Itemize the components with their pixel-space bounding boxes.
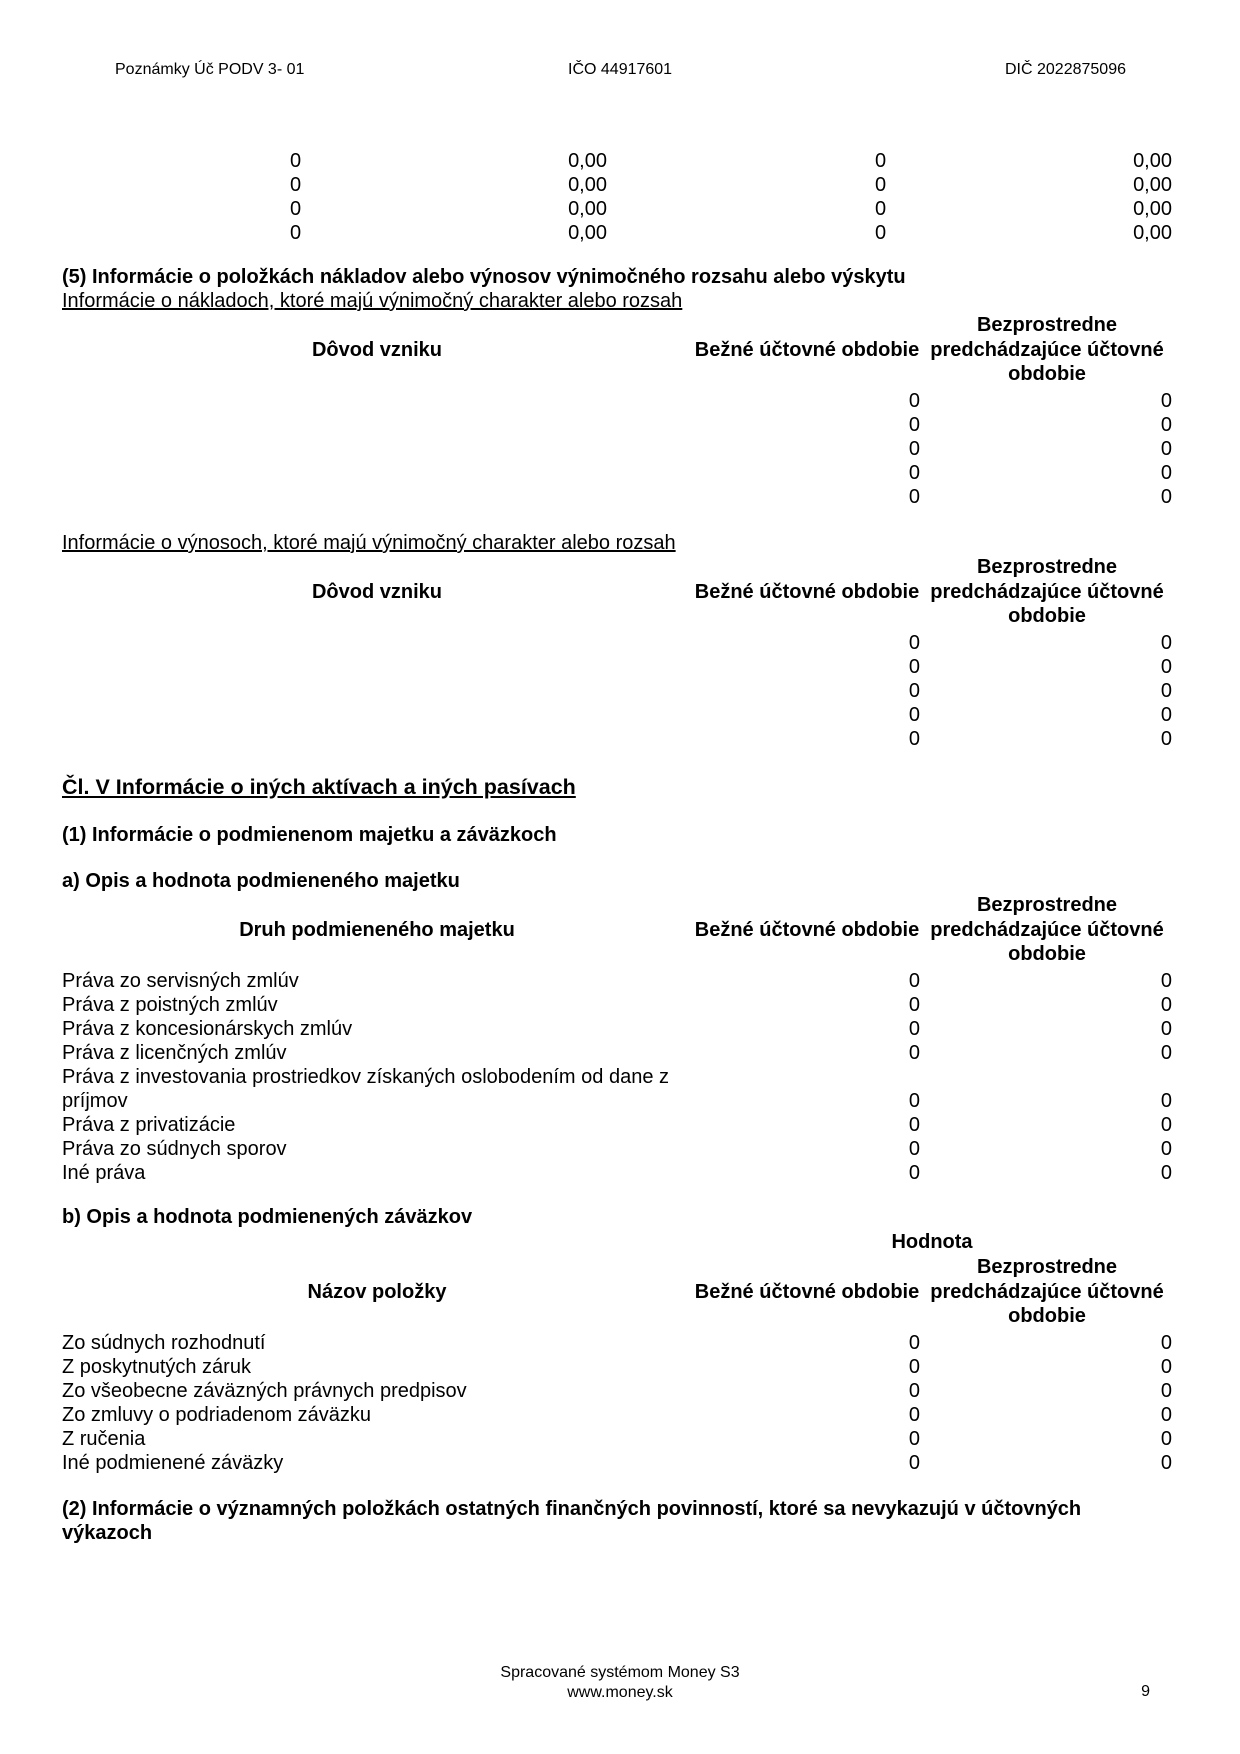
- liabilities-col-name: Názov položky: [307, 1281, 447, 1303]
- assets-col-type: Druh podmieneného majetku: [239, 919, 515, 941]
- row-label: Iné podmienené záväzky: [62, 1452, 284, 1474]
- table-cell: 0,00: [568, 222, 607, 244]
- table-cell: 0: [1160, 704, 1172, 726]
- table-cell: 0: [1160, 1138, 1172, 1160]
- table-cell: 0: [908, 1404, 920, 1426]
- table-cell: 0: [1160, 1380, 1172, 1402]
- table-cell: 0: [908, 1042, 920, 1064]
- table-cell: 0: [908, 970, 920, 992]
- table-cell: 0: [908, 438, 920, 460]
- table-cell: 0: [1160, 1018, 1172, 1040]
- table-cell: 0: [908, 1332, 920, 1354]
- liabilities-col-previous: [922, 1255, 1172, 1329]
- table-cell: 0: [1160, 1452, 1172, 1474]
- table-cell: 0: [1160, 1404, 1172, 1426]
- costs-col-reason: Dôvod vzniku: [311, 339, 442, 361]
- table-cell: 0: [908, 1114, 920, 1136]
- row-label: Práva z koncesionárskych zmlúv: [62, 1018, 353, 1040]
- article-5-sub1: (1) Informácie o podmienenom majetku a záväzkoch: [62, 824, 557, 846]
- revenues-subtitle: Informácie o výnosoch, ktoré majú výnimočný charakter alebo rozsah: [62, 532, 676, 554]
- assets-col-current: Bežné účtovné obdobie: [694, 919, 920, 941]
- table-cell: 0: [908, 728, 920, 750]
- revenues-col-previous: [922, 555, 1172, 629]
- header-line: obdobie: [1008, 943, 1086, 965]
- row-label: Zo zmluvy o podriadenom záväzku: [62, 1404, 372, 1426]
- liabilities-value-header: Hodnota: [891, 1231, 973, 1253]
- header-ico: IČO 44917601: [568, 61, 673, 78]
- table-cell: 0: [1160, 1356, 1172, 1378]
- table-cell: 0: [1160, 1162, 1172, 1184]
- row-label: Z ručenia: [62, 1428, 146, 1450]
- table-cell: 0: [1160, 1428, 1172, 1450]
- table-cell: 0: [908, 994, 920, 1016]
- table-cell: 0: [1160, 486, 1172, 508]
- header-line: obdobie: [1008, 1305, 1086, 1327]
- table-cell: 0: [1160, 1332, 1172, 1354]
- table-cell: 0: [1160, 656, 1172, 678]
- revenues-col-current: Bežné účtovné obdobie: [694, 581, 920, 603]
- table-cell: 0: [875, 222, 887, 244]
- table-cell: 0: [1160, 1090, 1172, 1112]
- article-5-sub2-line1: (2) Informácie o významných položkách ostatných finančných povinností, ktoré sa nevykazujú v účtovných: [62, 1498, 1082, 1520]
- table-cell: 0,00: [568, 150, 607, 172]
- table-cell: 0: [875, 198, 887, 220]
- table-cell: 0: [908, 680, 920, 702]
- article-5-sub2-line2: výkazoch: [62, 1522, 153, 1544]
- row-label-continued: príjmov: [62, 1090, 128, 1112]
- footer-link[interactable]: www.money.sk: [567, 1684, 673, 1701]
- table-cell: 0: [1160, 994, 1172, 1016]
- header-line: Bezprostredne: [976, 314, 1118, 336]
- table-cell: 0,00: [1133, 198, 1172, 220]
- header-line: obdobie: [1008, 363, 1086, 385]
- costs-col-current: Bežné účtovné obdobie: [694, 339, 920, 361]
- table-cell: 0: [290, 150, 302, 172]
- row-label: Práva zo servisných zmlúv: [62, 970, 299, 992]
- row-label: Z poskytnutých záruk: [62, 1356, 251, 1378]
- row-label: Iné práva: [62, 1162, 146, 1184]
- table-cell: 0: [908, 1162, 920, 1184]
- assets-title: a) Opis a hodnota podmieneného majetku: [62, 870, 460, 892]
- table-cell: 0: [1160, 438, 1172, 460]
- assets-col-previous: [922, 893, 1172, 967]
- header-line: Bezprostredne: [976, 556, 1118, 578]
- header-left: Poznámky Úč PODV 3- 01: [115, 61, 305, 78]
- revenues-col-reason: Dôvod vzniku: [311, 581, 442, 603]
- row-label: Práva z privatizácie: [62, 1114, 236, 1136]
- row-label: Zo všeobecne záväzných právnych predpisov: [62, 1380, 467, 1402]
- table-cell: 0: [908, 414, 920, 436]
- header-line: obdobie: [1008, 605, 1086, 627]
- table-cell: 0: [908, 632, 920, 654]
- row-label: Zo súdnych rozhodnutí: [62, 1332, 266, 1354]
- header-line: Bezprostredne: [976, 894, 1118, 916]
- header-line: predchádzajúce účtovné: [930, 580, 1164, 603]
- table-cell: 0: [1160, 632, 1172, 654]
- table-cell: 0: [908, 1356, 920, 1378]
- table-cell: 0: [908, 462, 920, 484]
- header-line: predchádzajúce účtovné: [930, 1280, 1164, 1303]
- table-cell: 0: [908, 1452, 920, 1474]
- header-dic: DIČ 2022875096: [1005, 61, 1126, 78]
- footer: [420, 1663, 820, 1703]
- table-cell: 0: [908, 486, 920, 508]
- header-line: predchádzajúce účtovné: [930, 338, 1164, 361]
- table-cell: 0: [908, 1380, 920, 1402]
- table-cell: 0: [1160, 970, 1172, 992]
- costs-col-previous: [922, 313, 1172, 387]
- table-cell: 0,00: [568, 174, 607, 196]
- table-cell: 0: [908, 1138, 920, 1160]
- table-cell: 0,00: [1133, 222, 1172, 244]
- table-cell: 0: [1160, 680, 1172, 702]
- liabilities-col-current: Bežné účtovné obdobie: [694, 1281, 920, 1303]
- section-5-title: (5) Informácie o položkách nákladov alebo výnosov výnimočného rozsahu alebo výskytu: [62, 266, 906, 288]
- table-cell: 0,00: [1133, 174, 1172, 196]
- table-cell: 0: [875, 150, 887, 172]
- row-label: Práva z investovania prostriedkov získaných oslobodením od dane z: [62, 1066, 670, 1088]
- table-cell: 0: [875, 174, 887, 196]
- table-cell: 0: [1160, 390, 1172, 412]
- table-cell: 0: [908, 390, 920, 412]
- header-line: Bezprostredne: [976, 1256, 1118, 1278]
- table-cell: 0: [290, 222, 302, 244]
- table-cell: 0: [290, 198, 302, 220]
- costs-subtitle: Informácie o nákladoch, ktoré majú výnimočný charakter alebo rozsah: [62, 290, 683, 312]
- row-label: Práva zo súdnych sporov: [62, 1138, 287, 1160]
- table-cell: 0,00: [568, 198, 607, 220]
- page-number: 9: [1141, 1683, 1150, 1700]
- liabilities-title: b) Opis a hodnota podmienených záväzkov: [62, 1206, 473, 1228]
- table-cell: 0,00: [1133, 150, 1172, 172]
- article-5-title: Čl. V Informácie o iných aktívach a iných pasívach: [62, 775, 576, 799]
- row-label: Práva z licenčných zmlúv: [62, 1042, 287, 1064]
- table-cell: 0: [1160, 1042, 1172, 1064]
- table-cell: 0: [908, 1018, 920, 1040]
- table-cell: 0: [1160, 728, 1172, 750]
- table-cell: 0: [290, 174, 302, 196]
- footer-software: Spracované systémom Money S3: [500, 1664, 740, 1681]
- table-cell: 0: [908, 1090, 920, 1112]
- table-cell: 0: [1160, 1114, 1172, 1136]
- table-cell: 0: [908, 1428, 920, 1450]
- table-cell: 0: [908, 704, 920, 726]
- table-cell: 0: [1160, 414, 1172, 436]
- header-line: predchádzajúce účtovné: [930, 918, 1164, 941]
- table-cell: 0: [908, 656, 920, 678]
- row-label: Práva z poistných zmlúv: [62, 994, 278, 1016]
- table-cell: 0: [1160, 462, 1172, 484]
